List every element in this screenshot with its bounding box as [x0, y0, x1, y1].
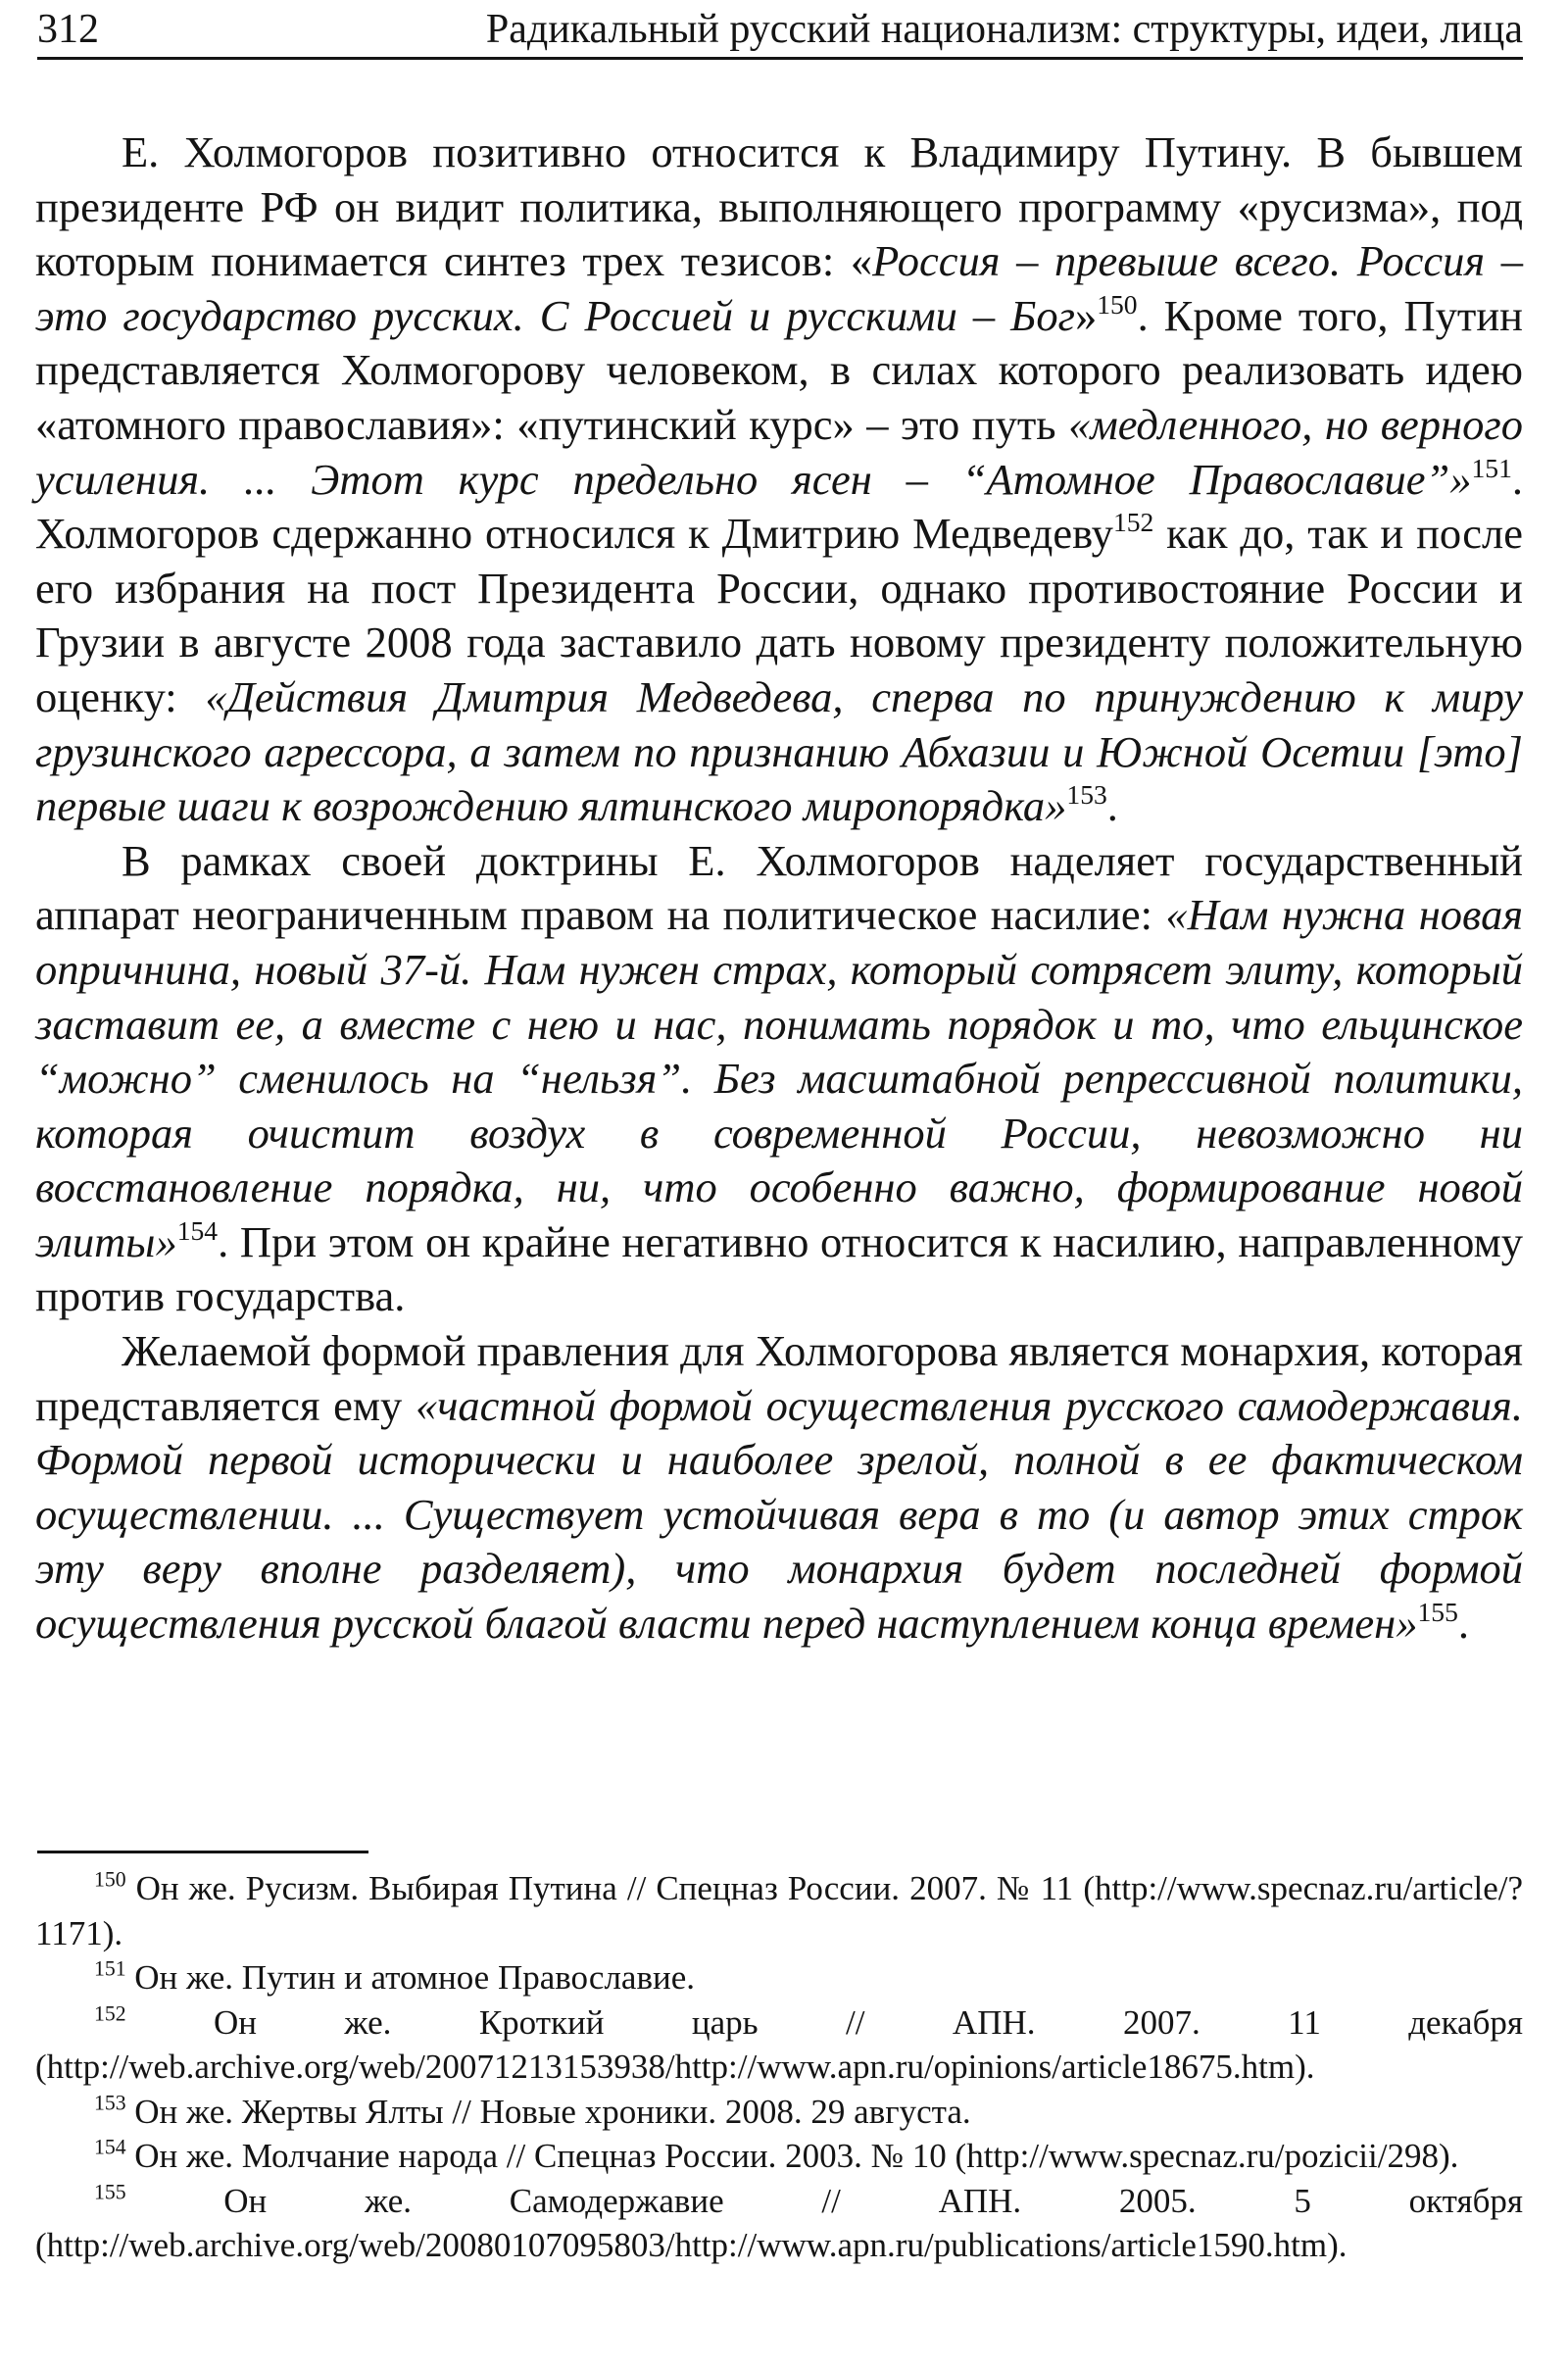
- footnote-154: [35, 2134, 1523, 2179]
- footnote-ref: 152: [1112, 507, 1154, 538]
- footnote-number: 151: [94, 1956, 126, 1981]
- running-head: [37, 0, 1523, 60]
- paragraph: [35, 1324, 1523, 1652]
- main-text: [35, 125, 1523, 1652]
- page-number: 312: [37, 7, 99, 52]
- footnote-text: Он же. Кроткий царь // АПН. 2007. 11 декабря (http://web.archive.org/web/20071213153938/http://www.apn.ru/opinions/article18675.htm).: [35, 2002, 1524, 2086]
- text-run: . Холмогоров сдержанно относился к Дмитрию Медведеву: [35, 454, 1523, 559]
- text-run: В рамках своей доктрины Е. Холмогоров наделяет государственный аппарат неограниченным правом на политическое насилие:: [35, 835, 1523, 940]
- running-title: Радикальный русский национализм: структуры, идеи, лица: [485, 7, 1523, 52]
- footnote-text: Он же. Жертвы Ялты // Новые хроники. 2008. 29 августа.: [134, 2092, 971, 2131]
- footnote-text: Он же. Русизм. Выбирая Путина // Спецназ России. 2007. № 11 (http://www.specnaz.ru/article/?1171).: [35, 1869, 1524, 1952]
- footnote-ref: 150: [1097, 288, 1138, 320]
- footnote-ref: 151: [1471, 452, 1512, 483]
- text-run: . Кроме того, Путин представляется Холмогорову человеком, в силах которого реализовать идею «атомного православия»: «путинский курс» – это путь: [35, 290, 1523, 449]
- footnote-152: [35, 2000, 1523, 2090]
- quotation: «Действия Дмитрия Медведева, сперва по принуждению к миру грузинского агрессора, а затем по признанию Абхазии и Южной Осетии [это] первые шаги к возрождению ялтинского миропорядка»: [35, 671, 1523, 831]
- footnote-number: 155: [94, 2180, 126, 2204]
- footnote-text: Он же. Путин и атомное Православие.: [134, 1958, 695, 1997]
- quotation: «частной формой осуществления русского самодержавия. Формой первой исторически и наиболее зрелой, полной в ее фактическом осуществлении. ... Существует устойчивая вера в то (и автор этих строк эту веру вполне разделяет), что монархия будет последней формой осуществления русской благой власти перед наступлением конца времен»: [35, 1380, 1523, 1649]
- footnote-150: [35, 1866, 1523, 1955]
- text-run: как до, так и после его избрания на пост Президента России, однако противостояние России и Грузии в августе 2008 года заставило дать новому президенту положительную оценку:: [35, 509, 1523, 721]
- text-run: Е. Холмогоров позитивно относится к Владимиру Путину. В бывшем президенте РФ он видит политика, выполняющего программу «русизма», под которым понимается синтез трех тезисов: «: [35, 127, 1523, 286]
- footnote-text: Он же. Самодержавие // АПН. 2005. 5 октября (http://web.archive.org/web/20080107095803/http://www.apn.ru/publications/article1590.htm).: [35, 2181, 1524, 2264]
- quotation: Россия – превыше всего. Россия – это государство русских. С Россией и русскими – Бог: [35, 236, 1523, 340]
- paragraph: [35, 834, 1523, 1324]
- footnote-number: 150: [94, 1867, 126, 1892]
- footnote-ref: 154: [176, 1214, 219, 1246]
- text-run: »: [1074, 290, 1098, 340]
- footnotes: [35, 1866, 1523, 2268]
- text-run: Желаемой формой правления для Холмогорова является монархия, которая представляется ему: [35, 1326, 1523, 1430]
- footnote-number: 153: [94, 2091, 126, 2115]
- footnote-number: 154: [94, 2135, 126, 2159]
- footnote-number: 152: [94, 2001, 126, 2026]
- text-run: .: [1106, 781, 1118, 831]
- quotation: «Нам нужна новая опричнина, новый 37-й. Нам нужен страх, который сотрясет элиту, который заставит ее, а вместе с нею и нас, понимать порядок и то, что ельцинское “можно” сменилось на “нельзя”. Без масштабной репрессивной политики, которая очистит воздух в современной России, невозможно ни восстановление порядка, ни, что особенно важно, формирование новой элиты»: [35, 890, 1523, 1266]
- footnote-155: [35, 2179, 1523, 2268]
- footnote-separator: [37, 1851, 368, 1853]
- footnote-151: [35, 1955, 1523, 2000]
- quotation: «медленного, но верного усиления. ... Этот курс предельно ясен – “Атомное Православие”»: [35, 399, 1523, 504]
- text-run: . При этом он крайне негативно относится к насилию, направленному против государства.: [35, 1216, 1523, 1321]
- footnote-ref: 153: [1066, 779, 1107, 811]
- footnote-text: Он же. Молчание народа // Спецназ России. 2003. № 10 (http://www.specnaz.ru/pozicii/298).: [134, 2137, 1459, 2175]
- text-run: .: [1457, 1599, 1470, 1649]
- footnote-ref: 155: [1417, 1596, 1458, 1627]
- footnote-153: [35, 2090, 1523, 2135]
- paragraph: [35, 125, 1523, 834]
